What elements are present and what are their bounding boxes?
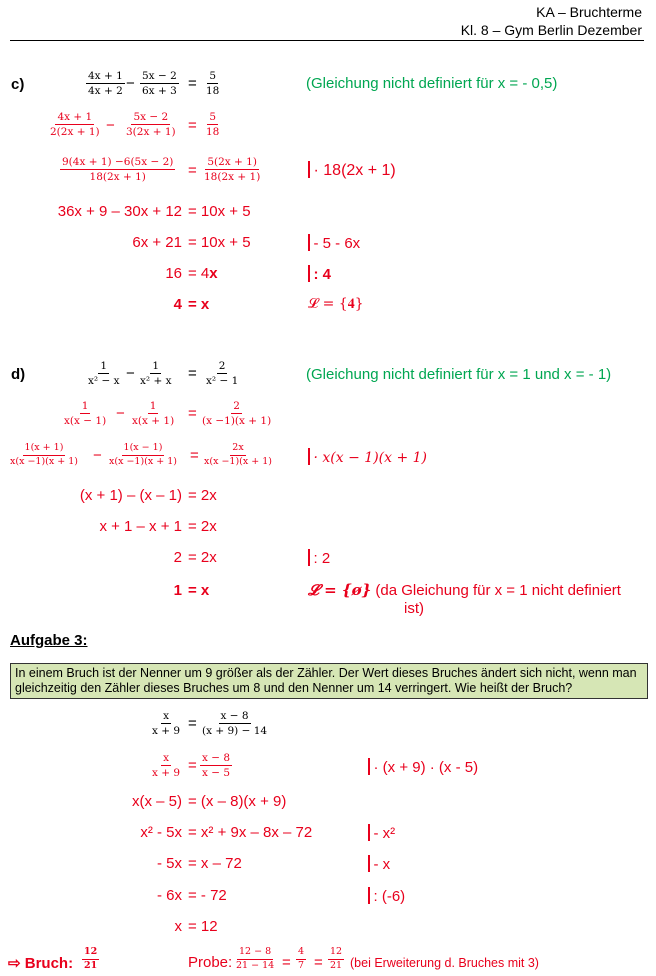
fraction: $\frac{1}{x(x + 1)}$ (132, 400, 175, 428)
minus-sign: − (93, 447, 102, 464)
operation-note: · (x + 9) · (x - 5) (368, 758, 478, 776)
equation-right: = 4x (188, 265, 218, 282)
equation-left: 2 (173, 549, 182, 566)
fraction: $\frac{1}{x(x - 1)}$ (64, 400, 107, 428)
section-title: Aufgabe 3: (10, 632, 88, 649)
equation-left: 36x + 9 – 30x + 12 (57, 203, 182, 220)
equation-left: 1 (173, 582, 182, 599)
equals-sign: = (188, 117, 197, 134)
equation-right: = - 72 (188, 887, 227, 904)
fraction: $\frac{12}{21}$ (330, 946, 343, 971)
part-c-label: c) (11, 76, 25, 93)
operation-note: : 2 (308, 549, 330, 567)
equation-left: - 5x (156, 855, 182, 872)
result-label: ⇨ Bruch: (8, 955, 74, 972)
equation-right: = 2x (188, 518, 217, 535)
header-divider (10, 40, 644, 41)
header-title: KA – Bruchterme (536, 4, 642, 20)
fraction: $\frac{5x - 2}{6x + 3}$ (142, 70, 177, 98)
fraction: $\frac{5x - 2}{3(2x + 1)}$ (126, 111, 176, 139)
equation-right: = 2x (188, 549, 217, 566)
fraction: $\frac{2}{(x -1)(x + 1)}$ (202, 400, 272, 428)
definition-note: (Gleichung nicht definiert für x = 1 und x = - 1) (306, 366, 612, 383)
operation-note: - x² (368, 824, 395, 842)
equation-right: = x (188, 296, 210, 313)
equation-right: = 10x + 5 (188, 234, 251, 251)
minus-sign: − (106, 117, 115, 134)
fraction: $\frac{5(2x + 1)}{18(2x + 1)}$ (204, 156, 261, 184)
equation-left: 16 (165, 265, 182, 282)
equals-sign: = (188, 757, 197, 774)
fraction: $\frac{1(x - 1)}{x(x -1)(x + 1)}$ (109, 442, 177, 467)
equals-sign: = (188, 715, 197, 732)
equation-right: = 2x (188, 487, 217, 504)
equation-left: x(x – 5) (131, 793, 182, 810)
probe-label: Probe: (188, 954, 233, 971)
equation-right: = 12 (188, 918, 218, 935)
equals-sign: = (188, 405, 197, 422)
result-fraction: $\frac{12}{21}$ (84, 946, 98, 971)
minus-sign: − (126, 365, 135, 382)
solution-set: 𝓛 = {ø} (da Gleichung für x = 1 nicht definiert (308, 581, 621, 599)
fraction: $\frac{12 - 8}{21 - 14}$ (236, 946, 275, 971)
equation-left: 6x + 21 (132, 234, 182, 251)
fraction: $\frac{9(4x + 1) -6(5x - 2)}{18(2x + 1)}$ (62, 156, 174, 184)
solution-note-continuation: ist) (404, 600, 424, 617)
solution-set: 𝓛 = {𝟒} (308, 296, 364, 312)
fraction: $\frac{4x + 1}{4x + 2}$ (88, 70, 123, 98)
operation-note: · 18(2x + 1) (308, 161, 396, 180)
equation-right: = x – 72 (188, 855, 242, 872)
equals-sign: = (188, 365, 197, 382)
equation-right: = x (188, 582, 210, 599)
header-subtitle: Kl. 8 – Gym Berlin Dezember (460, 22, 642, 38)
task-text-line: gleichzeitig den Zähler dieses Bruches um 8 und den Nenner um 14 verringert. Wie heißt der Bruch? (15, 681, 573, 695)
fraction: $\frac{1}{\text{x² + x}}$ (140, 360, 172, 388)
equation-left: x² - 5x (140, 824, 182, 841)
definition-note: (Gleichung nicht definiert für x = - 0,5) (306, 75, 558, 92)
equation-right: = x² + 9x – 8x – 72 (188, 824, 313, 841)
equals-sign: = (190, 447, 199, 464)
task-text-line: In einem Bruch ist der Nenner um 9 größer als der Zähler. Der Wert dieses Bruches ändert sich nicht, wenn man (15, 666, 637, 680)
fraction: $\frac{x}{x + 9}$ (152, 752, 181, 780)
equation-left: (x + 1) – (x – 1) (79, 487, 182, 504)
equation-right: = 10x + 5 (188, 203, 251, 220)
operation-note: - 5 - 6x (308, 234, 360, 252)
operation-note: : (-6) (368, 887, 405, 905)
fraction: $\frac{1(x + 1)}{x(x -1)(x + 1)}$ (10, 442, 78, 467)
fraction: $\frac{5}{18}$ (206, 111, 220, 139)
fraction: $\frac{1}{\text{x² − x}}$ (88, 360, 120, 388)
fraction: $\frac{x - 8}{(x + 9) - 14}$ (202, 710, 268, 738)
task-text-box (10, 663, 648, 699)
fraction: $\frac{2}{\text{x² − 1}}$ (206, 360, 239, 388)
part-d-label: d) (11, 366, 26, 383)
operation-note: : 4 (308, 265, 331, 283)
equals-sign: = (188, 162, 197, 179)
equation-left: x + 1 – x + 1 (99, 518, 182, 535)
fraction: $\frac{x - 8}{x - 5}$ (202, 752, 231, 780)
equals-sign: = (282, 954, 291, 971)
arrow-right-icon: ⇨ (8, 955, 21, 972)
operation-note: - x (368, 855, 390, 873)
equation-left: 4 (173, 296, 182, 313)
equals-sign: = (188, 75, 197, 92)
equation-left: - 6x (156, 887, 182, 904)
fraction: $\frac{5}{18}$ (206, 70, 220, 98)
minus-sign: − (116, 405, 125, 422)
equation-right: = (x – 8)(x + 9) (188, 793, 287, 810)
equals-sign: = (314, 954, 323, 971)
fraction: $\frac{4}{7}$ (298, 946, 305, 971)
operation-note: · x(x − 1)(x + 1) (308, 448, 427, 466)
fraction: $\frac{x}{x + 9}$ (152, 710, 181, 738)
fraction: $\frac{2x}{x(x -1)(x + 1)}$ (204, 442, 272, 467)
minus-sign: − (126, 75, 135, 92)
probe-note: (bei Erweiterung d. Bruches mit 3) (350, 956, 539, 970)
fraction: $\frac{4x + 1}{2(2x + 1)}$ (50, 111, 100, 139)
equation-left: x (174, 918, 182, 935)
